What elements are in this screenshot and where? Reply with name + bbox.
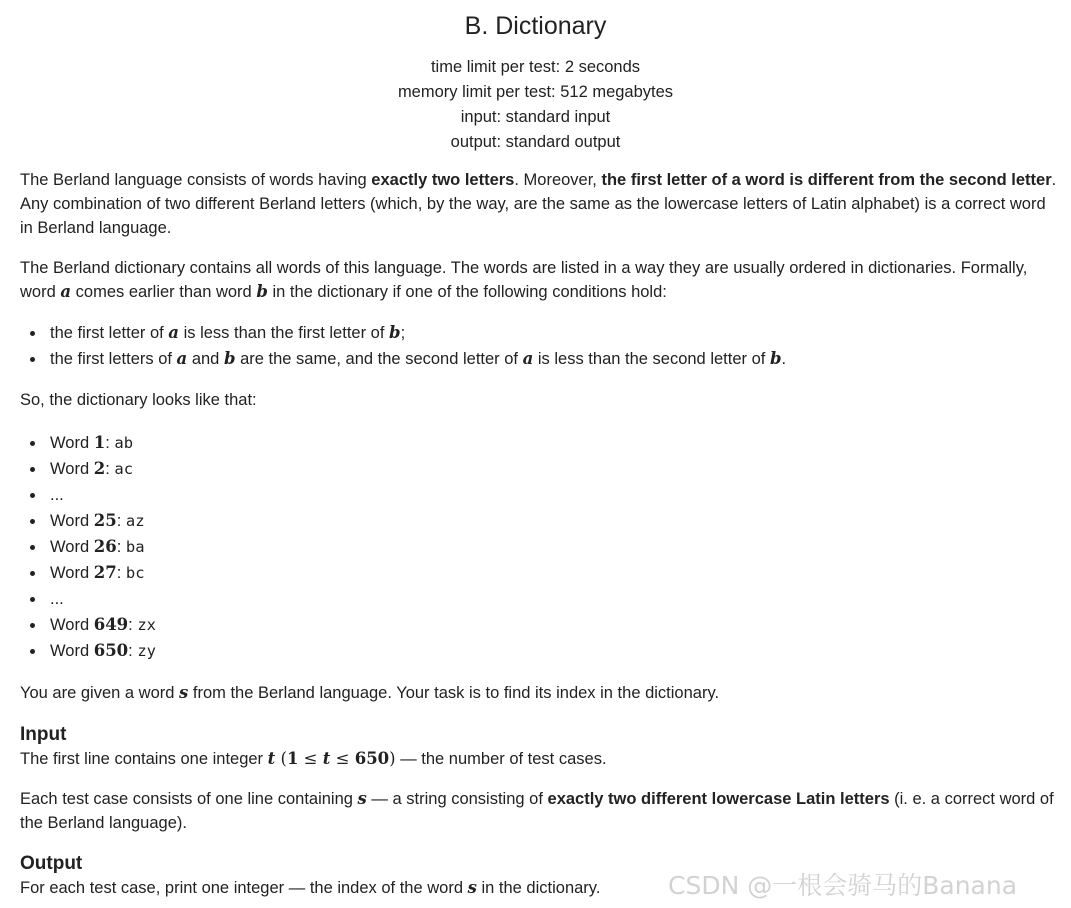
text: The Berland language consists of words having bbox=[20, 171, 372, 189]
input-heading: Input bbox=[20, 724, 67, 745]
text: You are given a word bbox=[20, 684, 179, 702]
word-index: 650 bbox=[93, 641, 129, 660]
list-item bbox=[50, 508, 1060, 534]
input-paragraph-1 bbox=[20, 747, 1060, 771]
text: : bbox=[128, 642, 138, 660]
text: : bbox=[105, 434, 115, 452]
math-var-t: t bbox=[322, 749, 331, 768]
text: ; bbox=[400, 324, 406, 342]
bold-text: the first letter of a word is different from the second letter bbox=[601, 171, 1052, 189]
list-item bbox=[50, 612, 1060, 638]
math-var-s: s bbox=[467, 878, 477, 897]
text: Word bbox=[50, 564, 94, 582]
text: — a string consisting of bbox=[366, 790, 548, 808]
word-index: 25 bbox=[93, 511, 117, 530]
statement-paragraph-1 bbox=[20, 168, 1060, 240]
list-item bbox=[50, 346, 1060, 372]
word-code: ba bbox=[125, 538, 145, 556]
statement-paragraph-2 bbox=[20, 256, 1060, 304]
text: . Any combination of two different Berland letters (which, by the way, are the same as the lowercase letters of Latin alphabet) is a correct word in Berland language. bbox=[20, 171, 1057, 237]
text: from the Berland language. Your task is to find its index in the dictionary. bbox=[188, 684, 720, 702]
math-number: 650 bbox=[354, 749, 390, 768]
word-index: 26 bbox=[93, 537, 117, 556]
text: Word bbox=[50, 460, 94, 478]
time-limit: time limit per test: 2 seconds bbox=[430, 58, 641, 76]
text: Each test case consists of one line containing bbox=[20, 790, 358, 808]
text: : bbox=[116, 512, 126, 530]
text: (i. e. a correct word of the Berland language). bbox=[20, 790, 1054, 832]
math-var-s: s bbox=[357, 789, 367, 808]
output-target: output: standard output bbox=[450, 133, 621, 151]
math-le: ≤ bbox=[330, 749, 355, 768]
ellipsis: ... bbox=[50, 590, 64, 608]
word-code: zy bbox=[137, 642, 157, 660]
math-var-a: a bbox=[168, 323, 179, 342]
math-var-b: b bbox=[389, 323, 401, 342]
text: The Berland dictionary contains all words of this language. The words are listed in a way they are usually ordered in dictionaries. Formally, word bbox=[20, 259, 1028, 301]
text: and bbox=[187, 350, 224, 368]
word-index: 27 bbox=[93, 563, 117, 582]
list-item bbox=[50, 586, 1060, 612]
text: — the number of test cases. bbox=[395, 750, 607, 768]
text: : bbox=[116, 564, 126, 582]
math-var-a: a bbox=[522, 349, 534, 368]
math-var-b: b bbox=[769, 349, 782, 368]
conditions-list bbox=[20, 320, 1060, 372]
input-paragraph-2 bbox=[20, 787, 1060, 835]
text: Word bbox=[50, 642, 94, 660]
text: is less than the first letter of bbox=[179, 324, 390, 342]
ellipsis: ... bbox=[50, 486, 64, 504]
text: is less than the second letter of bbox=[533, 350, 770, 368]
text: comes earlier than word bbox=[71, 283, 257, 301]
math-var-a: a bbox=[176, 349, 188, 368]
word-index: 2 bbox=[93, 459, 106, 478]
input-source: input: standard input bbox=[460, 108, 611, 126]
text: : bbox=[116, 538, 126, 556]
list-item bbox=[50, 430, 1060, 456]
bold-text: exactly two letters bbox=[371, 171, 515, 189]
problem-header bbox=[0, 0, 1071, 155]
word-code: ac bbox=[114, 460, 134, 478]
list-item bbox=[50, 320, 1060, 346]
math-paren: ( bbox=[275, 749, 287, 768]
word-code: az bbox=[125, 512, 145, 530]
math-var-s: s bbox=[179, 683, 189, 702]
text: the first letter of bbox=[50, 324, 169, 342]
math-var-t: t bbox=[267, 749, 276, 768]
math-var-b: b bbox=[223, 349, 236, 368]
text: in the dictionary if one of the following conditions hold: bbox=[267, 283, 667, 301]
dictionary-list bbox=[20, 430, 1060, 664]
math-var-a: a bbox=[60, 282, 72, 301]
list-item bbox=[50, 482, 1060, 508]
word-code: ab bbox=[114, 434, 134, 452]
math-var-b: b bbox=[256, 282, 268, 301]
text: the first letters of bbox=[50, 350, 177, 368]
output-heading: Output bbox=[20, 853, 83, 874]
list-item bbox=[50, 638, 1060, 664]
statement-paragraph-3: So, the dictionary looks like that: bbox=[20, 391, 257, 409]
word-index: 1 bbox=[93, 433, 106, 452]
math-paren: ) bbox=[389, 749, 396, 768]
text: are the same, and the second letter of bbox=[235, 350, 523, 368]
math-le: ≤ bbox=[298, 749, 323, 768]
list-item bbox=[50, 456, 1060, 482]
math-number: 1 bbox=[286, 749, 299, 768]
text: Word bbox=[50, 512, 94, 530]
statement-paragraph-4 bbox=[20, 681, 1060, 705]
text: Word bbox=[50, 538, 94, 556]
list-item bbox=[50, 560, 1060, 586]
text: Word bbox=[50, 616, 94, 634]
memory-limit: memory limit per test: 512 megabytes bbox=[397, 83, 674, 101]
text: in the dictionary. bbox=[476, 879, 601, 897]
text: Word bbox=[50, 434, 94, 452]
text: : bbox=[128, 616, 138, 634]
csdn-watermark: CSDN @一根会骑马的Banana bbox=[668, 871, 1018, 900]
problem-title: B. Dictionary bbox=[464, 12, 607, 40]
text: For each test case, print one integer — the index of the word bbox=[20, 879, 468, 897]
list-item bbox=[50, 534, 1060, 560]
word-code: zx bbox=[137, 616, 157, 634]
text: . Moreover, bbox=[514, 171, 602, 189]
text: . bbox=[781, 350, 787, 368]
problem-statement bbox=[20, 168, 1060, 900]
text: : bbox=[105, 460, 115, 478]
word-code: bc bbox=[125, 564, 145, 582]
word-index: 649 bbox=[93, 615, 129, 634]
bold-text: exactly two different lowercase Latin letters bbox=[547, 790, 890, 808]
text: The first line contains one integer bbox=[20, 750, 268, 768]
